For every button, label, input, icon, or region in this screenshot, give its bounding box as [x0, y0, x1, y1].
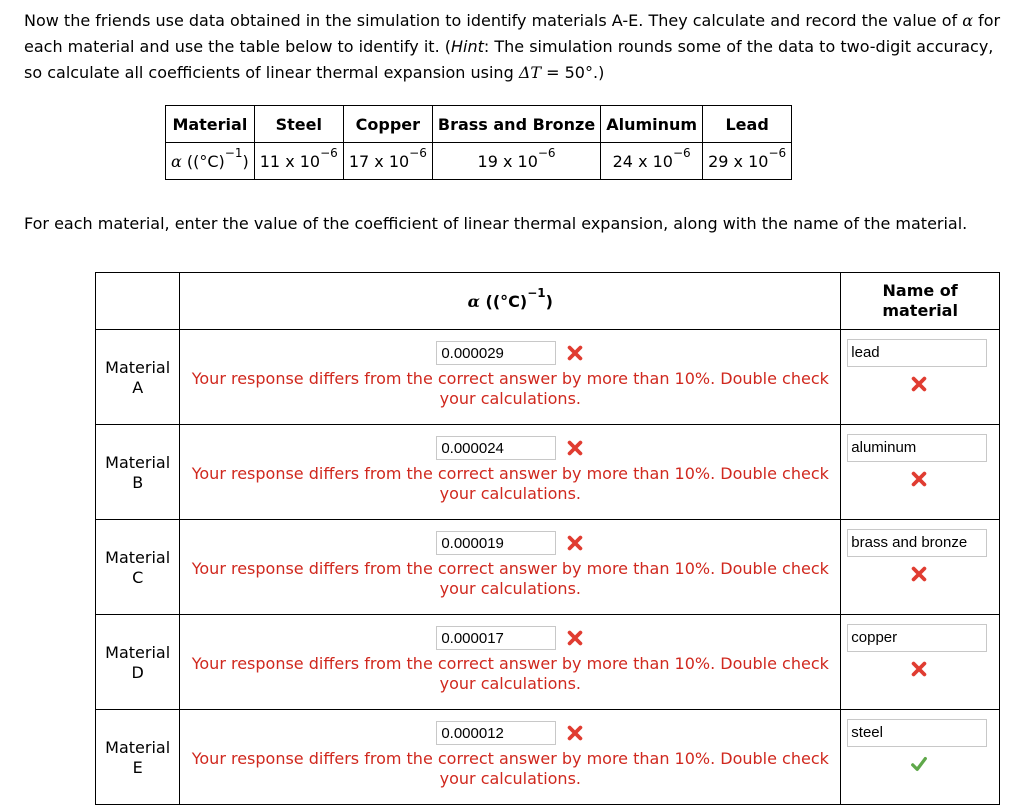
answer-row — [96, 710, 1000, 805]
ref-header-col-1: Steel — [254, 106, 343, 143]
x-mark-icon — [566, 344, 584, 362]
alpha-column-header: α $((^\circ C)^{-1})$ — [180, 273, 841, 330]
problem-intro: Now the friends use data obtained in the simulation to identify materials A-E. They calculate and record the value of α for each material and use the table below to identify it. (Hint: The simulation rounds some of the data to two-digit accuracy, so calculate all coefficients of linear thermal expansion using ΔT = 50°.) — [24, 11, 1001, 82]
x-mark-icon — [566, 439, 584, 457]
reference-table — [165, 105, 792, 180]
material-name-input[interactable]: lead — [847, 339, 987, 367]
answer-table — [95, 272, 1000, 805]
feedback-message: Your response differs from the correct answer by more than 10%. Double check your calculations. — [191, 749, 829, 788]
material-label: Material B — [96, 425, 180, 520]
ref-header-col-4: Aluminum — [601, 106, 703, 143]
material-label: Material E — [96, 710, 180, 805]
ref-header-col-2: Copper — [343, 106, 432, 143]
alpha-input[interactable]: 0.000029 — [436, 341, 556, 365]
ref-unit-label: α $((^\circ C)^{-1})$ — [166, 143, 255, 180]
x-mark-icon — [847, 375, 991, 395]
feedback-message: Your response differs from the correct answer by more than 10%. Double check your calculations. — [191, 369, 829, 408]
material-label: Material A — [96, 330, 180, 425]
answer-row — [96, 425, 1000, 520]
feedback-message: Your response differs from the correct answer by more than 10%. Double check your calculations. — [191, 464, 829, 503]
material-label: Material C — [96, 520, 180, 615]
alpha-input[interactable]: 0.000017 — [436, 626, 556, 650]
material-name-input[interactable]: copper — [847, 624, 987, 652]
material-label: Material D — [96, 615, 180, 710]
ref-value-5: 29 x $10^{-6}$ — [703, 143, 792, 180]
ref-value-4: 24 x $10^{-6}$ — [601, 143, 703, 180]
answer-row — [96, 330, 1000, 425]
feedback-message: Your response differs from the correct answer by more than 10%. Double check your calculations. — [191, 559, 829, 598]
x-mark-icon — [847, 565, 991, 585]
name-column-header: Name of material — [841, 273, 1000, 330]
material-name-input[interactable]: aluminum — [847, 434, 987, 462]
name-cell — [841, 710, 1000, 805]
ref-value-3: 19 x $10^{-6}$ — [432, 143, 600, 180]
alpha-input[interactable]: 0.000019 — [436, 531, 556, 555]
ref-header-col-3: Brass and Bronze — [432, 106, 600, 143]
feedback-message: Your response differs from the correct answer by more than 10%. Double check your calculations. — [191, 654, 829, 693]
ref-header-material: Material — [166, 106, 255, 143]
x-mark-icon — [566, 534, 584, 552]
x-mark-icon — [847, 660, 991, 680]
check-mark-icon — [847, 755, 991, 775]
answer-row — [96, 520, 1000, 615]
ref-value-2: 17 x $10^{-6}$ — [343, 143, 432, 180]
name-cell — [841, 615, 1000, 710]
alpha-cell — [180, 615, 841, 710]
answer-row — [96, 615, 1000, 710]
alpha-cell — [180, 710, 841, 805]
material-name-input[interactable]: steel — [847, 719, 987, 747]
material-name-input[interactable]: brass and bronze — [847, 529, 987, 557]
x-mark-icon — [566, 629, 584, 647]
ref-header-col-5: Lead — [703, 106, 792, 143]
header-empty-cell — [96, 273, 180, 330]
name-cell — [841, 520, 1000, 615]
ref-value-1: 11 x $10^{-6}$ — [254, 143, 343, 180]
alpha-input[interactable]: 0.000012 — [436, 721, 556, 745]
name-cell — [841, 330, 1000, 425]
x-mark-icon — [566, 724, 584, 742]
instructions-text: For each material, enter the value of the coefficient of linear thermal expansion, along with the name of the material. — [24, 214, 968, 233]
alpha-input[interactable]: 0.000024 — [436, 436, 556, 460]
x-mark-icon — [847, 470, 991, 490]
alpha-cell — [180, 425, 841, 520]
name-cell — [841, 425, 1000, 520]
alpha-cell — [180, 520, 841, 615]
alpha-cell — [180, 330, 841, 425]
